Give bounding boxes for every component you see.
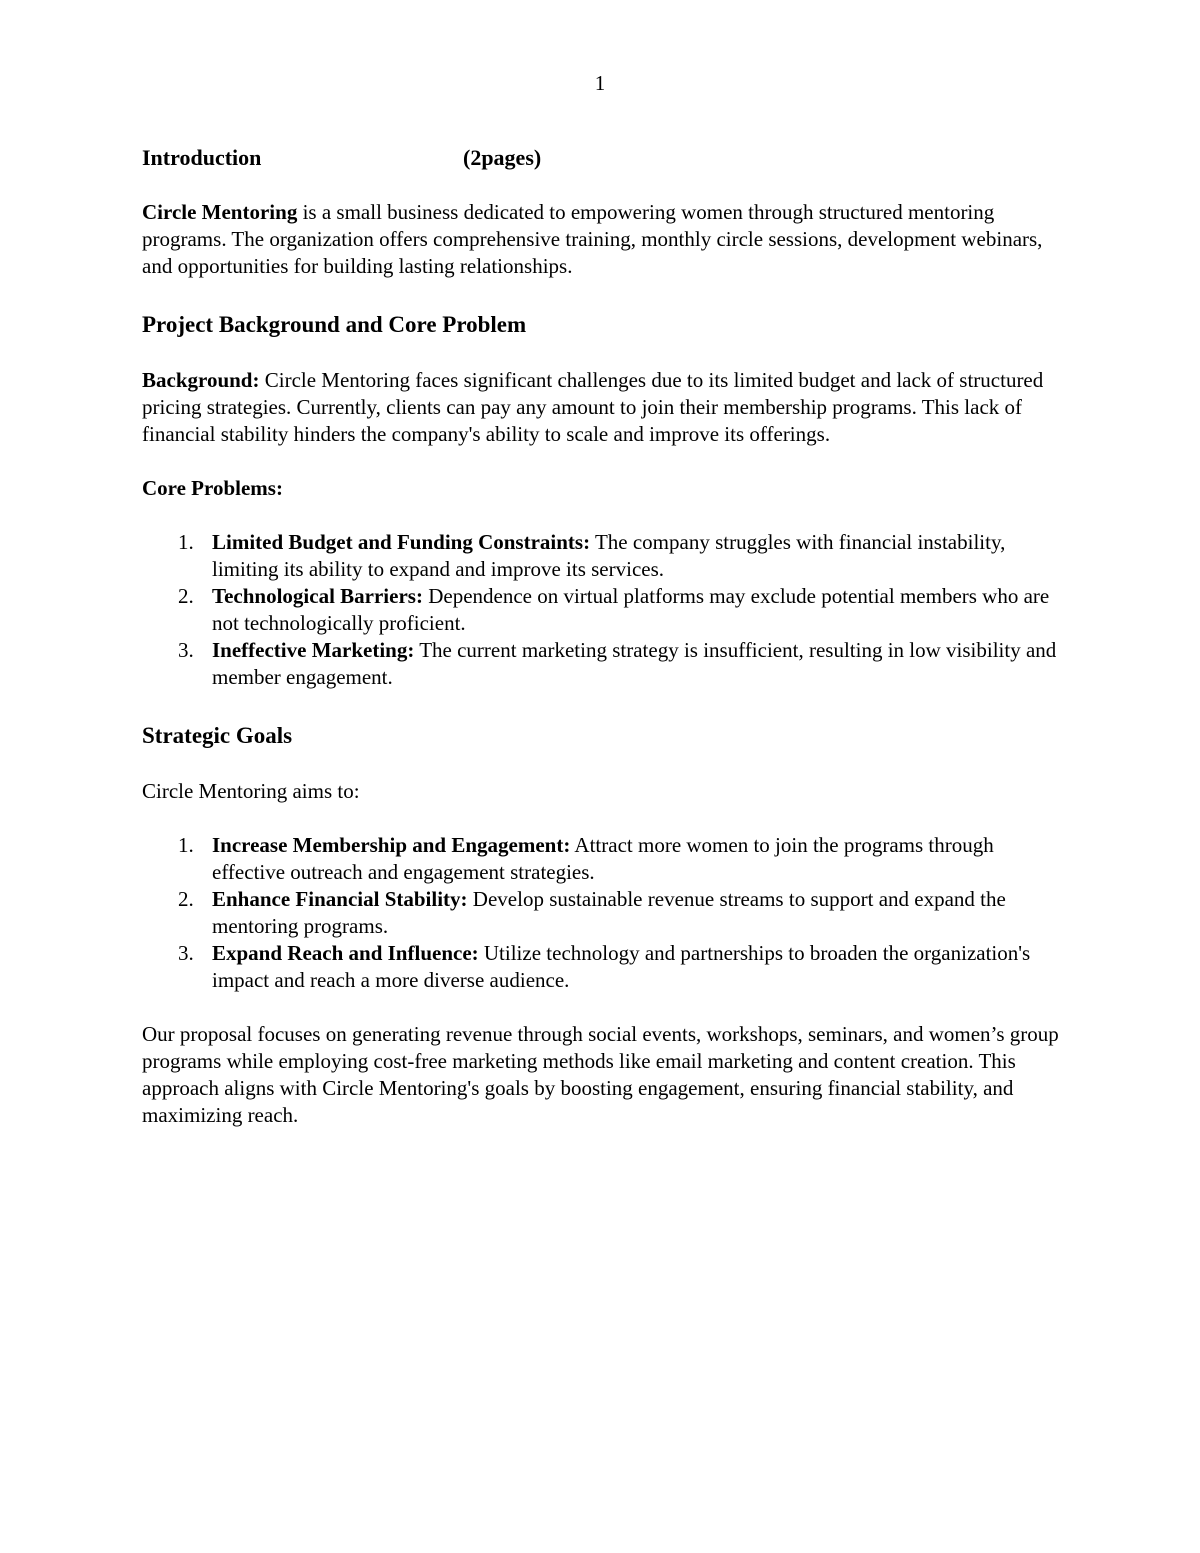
strategic-goals-heading: Strategic Goals (142, 723, 293, 748)
background-text: Circle Mentoring faces significant challenges due to its limited budget and lack of structured pricing strategies. Currently, clients can pay any amount to join their membership programs. This lack of financial stability hinders the company's ability to scale and improve its offerings. (142, 368, 1044, 446)
list-item-lead: Ineffective Marketing: (212, 638, 415, 662)
closing-paragraph: Our proposal focuses on generating revenue through social events, workshops, seminars, and women’s group programs while employing cost-free marketing methods like email marketing and content creation. This approach aligns with Circle Mentoring's goals by boosting engagement, ensuring financial stability, and maximizing reach. (142, 1022, 1059, 1127)
list-item-number: 2. (178, 887, 194, 911)
list-item-lead: Expand Reach and Influence: (212, 941, 479, 965)
introduction-heading (142, 144, 1072, 172)
list-item (142, 529, 1072, 583)
background-paragraph (142, 367, 1072, 448)
list-item (142, 583, 1072, 637)
introduction-text: is a small business dedicated to empowering women through structured mentoring programs. The organization offers comprehensive training, monthly circle sessions, development webinars, and opportunities for building lasting relationships. (142, 200, 1043, 278)
introduction-title: Introduction (142, 145, 262, 170)
list-item-lead: Technological Barriers: (212, 584, 423, 608)
list-item-lead: Limited Budget and Funding Constraints: (212, 530, 591, 554)
list-item-text: Dependence on virtual platforms may exclude potential members who are not technologically proficient. (212, 584, 1050, 635)
introduction-page-note: (2pages) (463, 145, 542, 170)
list-item-text: The current marketing strategy is insufficient, resulting in low visibility and member engagement. (212, 638, 1057, 689)
list-item-number: 2. (178, 584, 194, 608)
goals-intro: Circle Mentoring aims to: (142, 779, 360, 803)
list-item-number: 1. (178, 530, 194, 554)
list-item-text: Attract more women to join the programs through effective outreach and engagement strategies. (212, 833, 994, 884)
strategic-goals-list (142, 832, 1072, 994)
document-body (142, 144, 1072, 1156)
core-problems-label: Core Problems: (142, 476, 283, 500)
page-number: 1 (594, 71, 606, 95)
background-lead: Background: (142, 368, 260, 392)
list-item-number: 1. (178, 833, 194, 857)
list-item (142, 832, 1072, 886)
introduction-lead: Circle Mentoring (142, 200, 298, 224)
list-item-text: Utilize technology and partnerships to broaden the organization's impact and reach a more diverse audience. (212, 941, 1031, 992)
list-item (142, 940, 1072, 994)
list-item-text: The company struggles with financial instability, limiting its ability to expand and improve its services. (212, 530, 1006, 581)
list-item (142, 886, 1072, 940)
list-item-text: Develop sustainable revenue streams to support and expand the mentoring programs. (212, 887, 1006, 938)
list-item-number: 3. (178, 638, 194, 662)
background-section-heading: Project Background and Core Problem (142, 312, 527, 337)
list-item-lead: Increase Membership and Engagement: (212, 833, 571, 857)
core-problems-list (142, 529, 1072, 691)
list-item-number: 3. (178, 941, 194, 965)
list-item-lead: Enhance Financial Stability: (212, 887, 468, 911)
list-item (142, 637, 1072, 691)
introduction-paragraph (142, 199, 1072, 280)
